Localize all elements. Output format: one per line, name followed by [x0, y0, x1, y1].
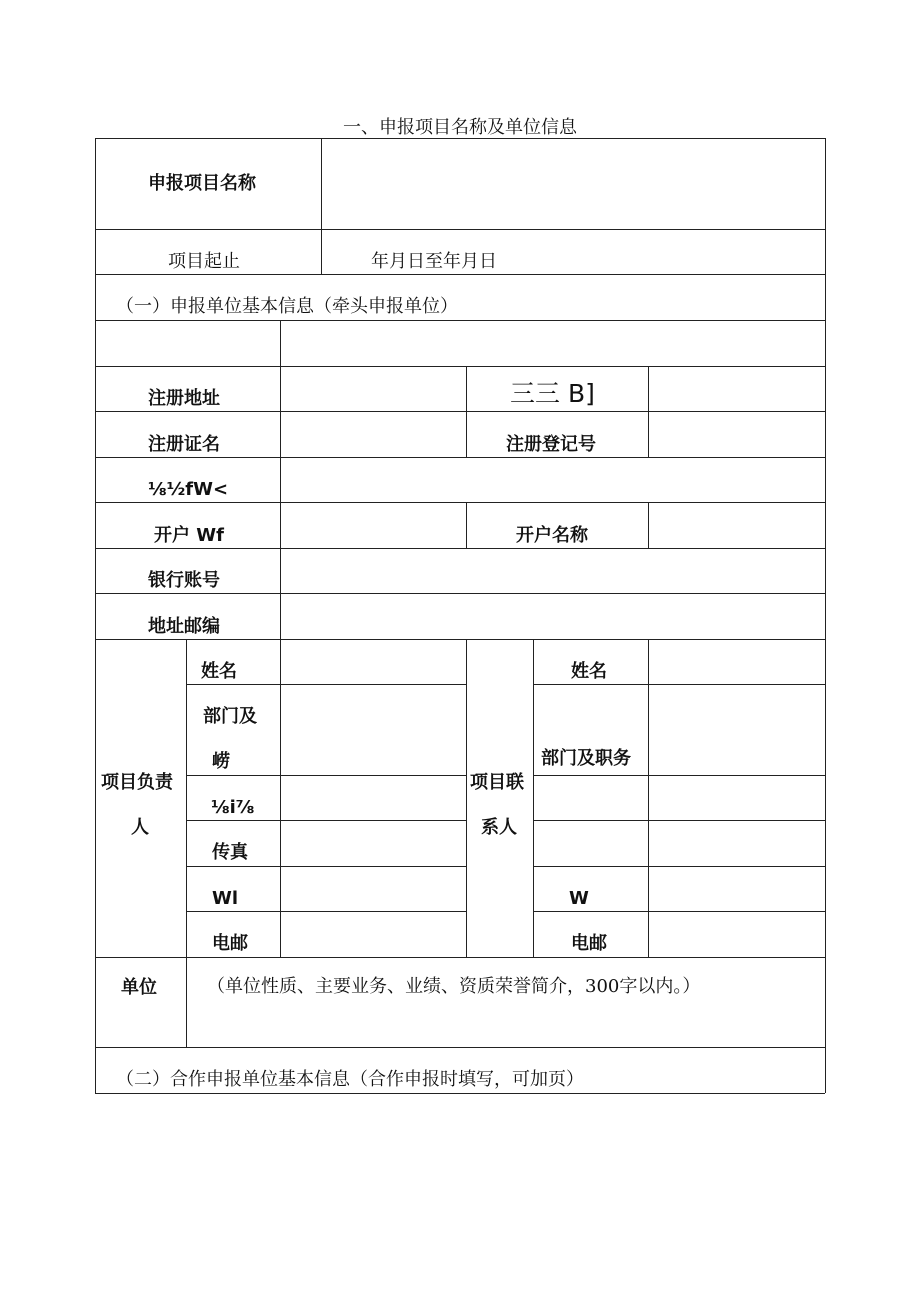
section2-heading: （二）合作申报单位基本信息（合作申报时填写，可加页） — [116, 1069, 584, 1090]
row-divider — [533, 820, 825, 821]
row-divider — [95, 957, 825, 958]
contact-name-label: 姓名 — [571, 661, 607, 682]
page-title: 一、申报项目名称及单位信息 — [343, 117, 577, 138]
row-divider — [186, 684, 466, 685]
row-divider — [533, 684, 825, 685]
row-divider — [186, 820, 466, 821]
row-divider — [186, 866, 466, 867]
section1-heading: （一）申报单位基本信息（牵头申报单位） — [116, 296, 458, 317]
table-border-bottom — [95, 1093, 825, 1094]
table-border-left — [95, 138, 96, 1093]
column-divider — [648, 639, 649, 957]
table-border-right — [825, 138, 826, 1093]
leader-dept-label-line1: 部门及 — [203, 706, 257, 727]
row-divider — [95, 274, 825, 275]
column-divider — [533, 639, 534, 957]
reg-address-right-text: 三三 B] — [510, 379, 595, 408]
project-period-value[interactable]: 年月日至年月日 — [371, 251, 497, 272]
row-divider — [95, 502, 825, 503]
column-divider — [648, 502, 649, 548]
contact-dept-label: 部门及职务 — [541, 748, 631, 769]
row-divider — [186, 911, 466, 912]
row-divider — [95, 457, 825, 458]
row-divider — [95, 593, 825, 594]
row-divider — [186, 775, 466, 776]
postcode-label: 地址邮编 — [148, 616, 220, 637]
row-divider — [95, 1047, 825, 1048]
row-divider — [533, 866, 825, 867]
project-name-label: 申报项目名称 — [148, 173, 256, 194]
contact-group-label-line1: 项目联 — [470, 772, 524, 793]
leader-group-label-line2: 人 — [131, 817, 149, 838]
leader-phone-label: ⅛i⅞ — [211, 797, 255, 818]
unit-name-field[interactable] — [281, 321, 824, 365]
reg-address-label: 注册地址 — [148, 388, 220, 409]
column-divider — [466, 639, 467, 957]
unit-intro-label: 单位 — [121, 977, 157, 998]
row-divider — [533, 911, 825, 912]
contact-group-label-line2: 系人 — [481, 817, 517, 838]
leader-w-label: Wl — [212, 888, 239, 909]
row-divider — [95, 639, 825, 640]
column-divider — [186, 639, 187, 1047]
leader-name-label: 姓名 — [201, 661, 237, 682]
unit-intro-hint[interactable]: （单位性质、主要业务、业绩、资质荣誉简介，300字以内。） — [207, 976, 701, 997]
contact-w-label: W — [569, 888, 589, 909]
reg-number-field[interactable] — [649, 412, 824, 456]
unit-row5-label: ⅛½fW< — [148, 479, 229, 500]
leader-group-label-line1: 项目负责 — [101, 772, 173, 793]
project-period-label: 项目起止 — [168, 251, 240, 272]
contact-email-label: 电邮 — [571, 933, 607, 954]
leader-email-label: 电邮 — [212, 933, 248, 954]
row-divider — [533, 775, 825, 776]
reg-address-field[interactable] — [281, 367, 465, 410]
row-divider — [95, 548, 825, 549]
column-divider — [466, 502, 467, 548]
column-divider — [466, 366, 467, 457]
leader-dept-label-line2: 崂 — [212, 751, 230, 772]
reg-number-label: 注册登记号 — [506, 434, 596, 455]
bank-label: 开户 Wf — [154, 525, 224, 546]
account-name-label: 开户名称 — [516, 525, 588, 546]
column-divider — [280, 639, 281, 957]
project-name-field[interactable] — [322, 139, 824, 228]
row-divider — [95, 229, 825, 230]
leader-fax-label: 传真 — [212, 842, 248, 863]
reg-cert-label: 注册证名 — [148, 434, 220, 455]
bank-account-label: 银行账号 — [148, 570, 220, 591]
